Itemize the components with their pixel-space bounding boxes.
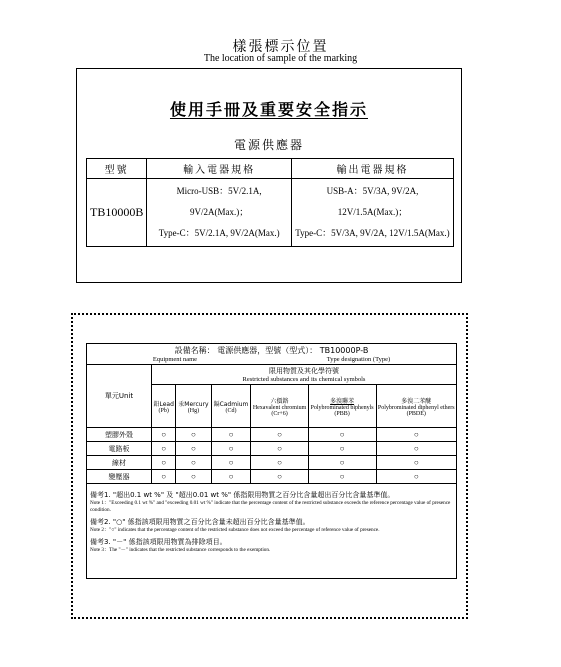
mark-cell: ○ [308, 442, 376, 456]
equipment-line-cn: 設備名稱： 電源供應器，型號（型式）： TB10000P-B [174, 346, 369, 355]
rohs-table [86, 343, 457, 579]
mark-cell: ○ [308, 456, 376, 470]
page-subtitle: The location of sample of the marking [203, 53, 358, 64]
mark-cell: ○ [308, 470, 376, 484]
equipment-name-en: Equipment name [152, 356, 198, 363]
mark-cell: ○ [251, 428, 308, 442]
mark-cell: ○ [152, 456, 176, 470]
note2-en: Note 2："○" indicates that the percentage content of the restricted substance does not exceed the percentage of reference value of presence. [90, 527, 380, 533]
mark-cell: ○ [251, 456, 308, 470]
spec-model: TB10000B [87, 179, 147, 247]
col-cadmium: 鎘Cadmium (Cd) [211, 385, 251, 428]
spec-header-model: 型號 [87, 159, 147, 179]
manual-title: 使用手冊及重要安全指示 [169, 100, 368, 119]
mark-cell: ○ [251, 442, 308, 456]
notes-row [87, 484, 457, 579]
mark-cell: ○ [152, 428, 176, 442]
mark-cell: ○ [376, 456, 457, 470]
spec-output: USB-A：5V/3A, 9V/2A, 12V/1.5A(Max.)； Type-C：5V/3A, 9V/2A, 12V/1.5A(Max.) [291, 179, 453, 247]
mark-cell: ○ [211, 442, 251, 456]
mark-cell: ○ [251, 470, 308, 484]
mark-cell: ○ [376, 442, 457, 456]
mark-cell: ○ [152, 442, 176, 456]
table-row [87, 442, 457, 456]
mark-cell: ○ [308, 428, 376, 442]
table-row [87, 428, 457, 442]
table-row [87, 456, 457, 470]
manual-box [76, 68, 462, 283]
spec-input: Micro-USB：5V/2.1A, 9V/2A(Max.)； Type-C：5V/2.1A, 9V/2A(Max.) [147, 179, 292, 247]
equipment-cell [87, 344, 457, 365]
mark-cell: ○ [176, 442, 211, 456]
spec-header-row [87, 159, 454, 179]
mark-cell: ○ [211, 470, 251, 484]
unit-cell: 變壓器 [87, 470, 152, 484]
col-pbb: 多溴聯苯 Polybrominated biphenyls (PBB) [308, 385, 376, 428]
mark-cell: ○ [176, 456, 211, 470]
col-hexavalent-chromium: 六價鉻 Hexavalent chromium (Cr+6) [251, 385, 308, 428]
note3-cn: 備考3. "－" 係指該項限用物質為排除項目。 [90, 538, 227, 546]
page-title: 樣張標示位置 [232, 39, 329, 55]
mark-cell: ○ [211, 428, 251, 442]
manual-subtitle: 電源供應器 [233, 138, 304, 152]
mark-cell: ○ [376, 470, 457, 484]
spec-table [86, 158, 454, 247]
spec-header-output: 輸出電器規格 [291, 159, 453, 179]
note3-en: Note 3：The "－" indicates that the restricted substance corresponds to the exemption. [90, 547, 271, 553]
table-row [87, 470, 457, 484]
equipment-row [87, 344, 457, 365]
unit-header: 單元Unit [87, 365, 152, 428]
mark-cell: ○ [176, 428, 211, 442]
unit-cell: 塑膠外殼 [87, 428, 152, 442]
restricted-row [87, 365, 457, 385]
type-designation-en: Type designation (Type) [326, 356, 391, 363]
mark-cell: ○ [152, 470, 176, 484]
spec-row [87, 179, 454, 247]
mark-cell: ○ [176, 470, 211, 484]
note1-en: Note 1："Exceeding 0.1 wt %" and "exceeding 0.01 wt %" indicate that the percentage content of the restricted substance exceeds the reference percentage value of presence condition. [90, 500, 451, 513]
col-pbde: 多溴二苯醚 Polybrominated diphenyl ethers (PBDE) [376, 385, 457, 428]
note1-cn: 備考1. "超出0.1 wt %" 及 "超出0.01 wt %" 係指限用物質之百分比含量超出百分比含量基準值。 [90, 491, 395, 499]
spec-header-input: 輸入電器規格 [147, 159, 292, 179]
unit-cell: 線材 [87, 456, 152, 470]
col-mercury: 汞Mercury (Hg) [176, 385, 211, 428]
notes-cell [87, 484, 457, 579]
mark-cell: ○ [211, 456, 251, 470]
col-lead: 鉛Lead (Pb) [152, 385, 176, 428]
restricted-header: 限用物質及其化學符號 Restricted substances and its chemical symbols [152, 365, 457, 385]
note2-cn: 備考2. "○" 係指該項限用物質之百分比含量未超出百分比含量基準值。 [90, 518, 310, 526]
unit-cell: 電路板 [87, 442, 152, 456]
mark-cell: ○ [376, 428, 457, 442]
